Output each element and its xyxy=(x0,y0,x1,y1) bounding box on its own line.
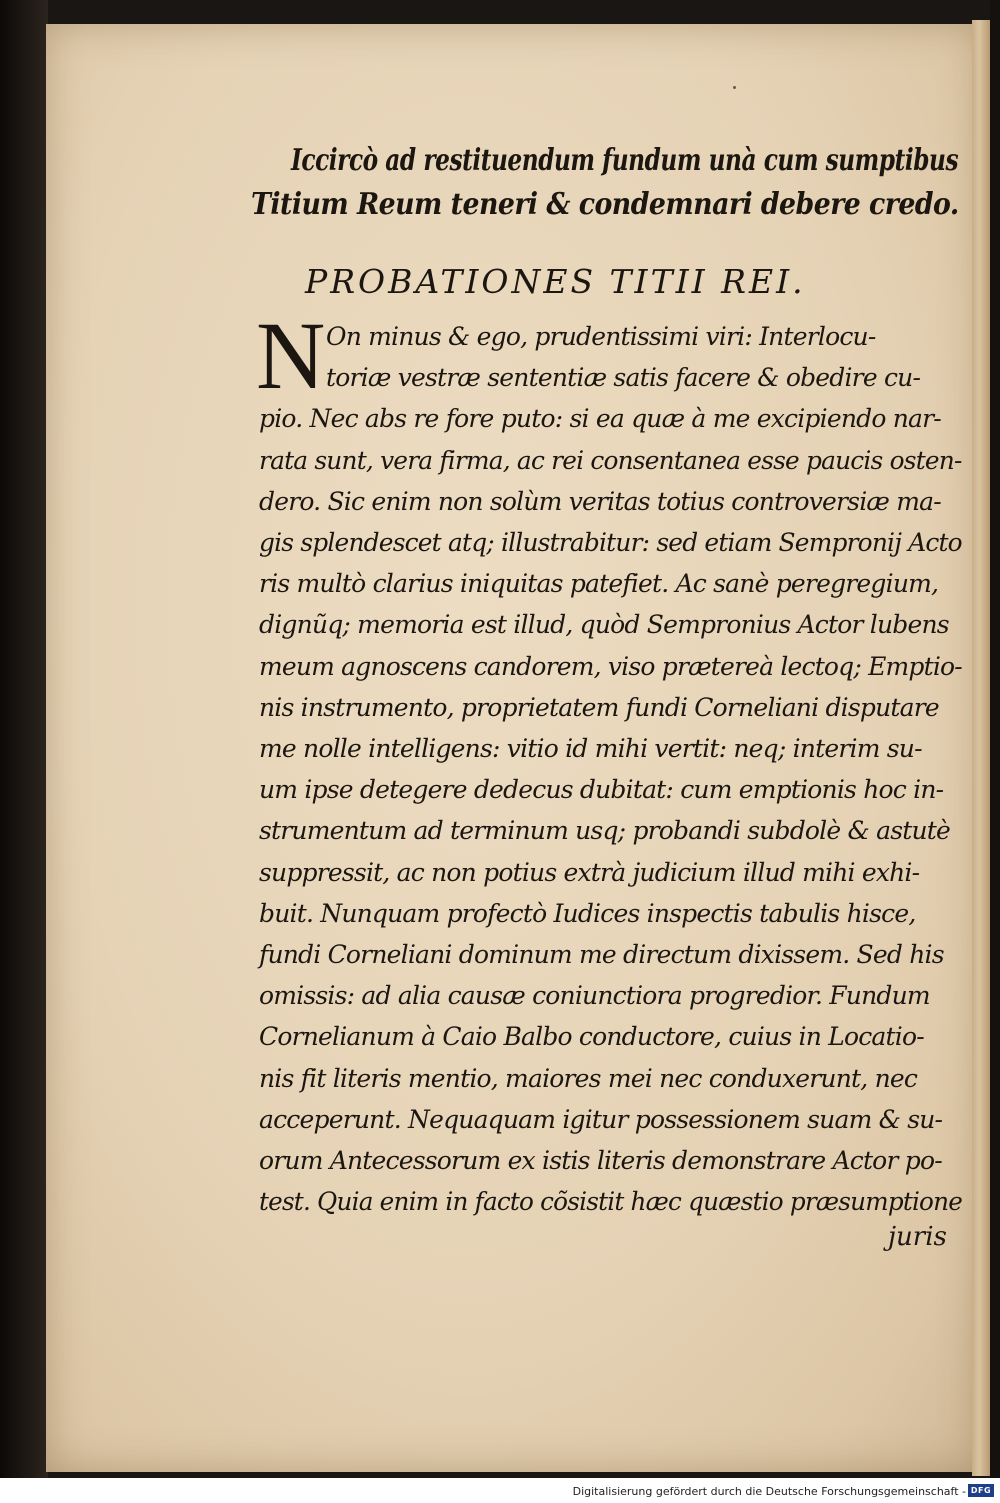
body-line: dero. Sic enim non solùm veritas totius controversiæ ma- xyxy=(259,487,941,516)
page-edge xyxy=(972,20,990,1476)
body-line: gis splendescet atq; illustrabitur: sed etiam Sempronij Acto xyxy=(259,528,962,557)
body-line: strumentum ad terminum usq; probandi subdolè & astutè xyxy=(259,816,951,845)
body-line: meum agnoscens candorem, viso prætereà lectoq; Emptio- xyxy=(259,652,962,681)
body-line: buit. Nunquam profectò Iudices inspectis tabulis hisce, xyxy=(259,899,916,928)
catchword: juris xyxy=(888,1222,947,1252)
body-line: dignũq; memoria est illud, quòd Sempronius Actor lubens xyxy=(259,610,949,639)
scan-border xyxy=(990,0,1000,1478)
body-line: omissis: ad alia causæ coniunctiora progredior. Fundum xyxy=(259,981,930,1010)
text-line: Titium Reum teneri & condemnari debere credo. xyxy=(251,187,959,222)
footer-credit: Digitalisierung gefördert durch die Deutsche Forschungsgemeinschaft - xyxy=(572,1485,966,1498)
body-line: suppressit, ac non potius extrà judicium illud mihi exhi- xyxy=(259,858,920,887)
body-line: toriæ vestræ sententiæ satis facere & obedire cu- xyxy=(326,363,921,392)
body-line: nis instrumento, proprietatem fundi Corneliani disputare xyxy=(259,693,939,722)
body-line: On minus & ego, prudentissimi viri: Interlocu- xyxy=(326,322,876,351)
section-heading: PROBATIONES TITII REI. xyxy=(305,262,806,301)
binding-shadow xyxy=(0,0,48,1478)
body-line: pio. Nec abs re fore puto: si ea quæ à me excipiendo nar- xyxy=(259,404,941,433)
text-line: Iccircò ad restituendum fundum unà cum sumptibus xyxy=(291,143,959,178)
body-line: um ipse detegere dedecus dubitat: cum emptionis hoc in- xyxy=(259,775,944,804)
body-line: fundi Corneliani dominum me directum dixissem. Sed his xyxy=(259,940,944,969)
body-line: ris multò clarius iniquitas patefiet. Ac sanè peregregium, xyxy=(259,569,939,598)
body-line: acceperunt. Nequaquam igitur possessionem suam & su- xyxy=(259,1105,943,1134)
body-line: test. Quia enim in facto cõsistit hæc quæstio præsumptione xyxy=(259,1187,963,1216)
paper-speck xyxy=(733,86,736,89)
body-line: nis fit literis mentio, maiores mei nec conduxerunt, nec xyxy=(259,1064,918,1093)
body-line: rata sunt, vera firma, ac rei consentanea esse paucis osten- xyxy=(259,446,962,475)
body-line: Cornelianum à Caio Balbo conductore, cuius in Locatio- xyxy=(259,1022,924,1051)
body-line: me nolle intelligens: vitio id mihi vertit: neq; interim su- xyxy=(259,734,922,763)
dfg-logo: DFG xyxy=(968,1484,994,1497)
drop-capital: N xyxy=(256,302,326,409)
body-line: orum Antecessorum ex istis literis demonstrare Actor po- xyxy=(259,1146,942,1175)
